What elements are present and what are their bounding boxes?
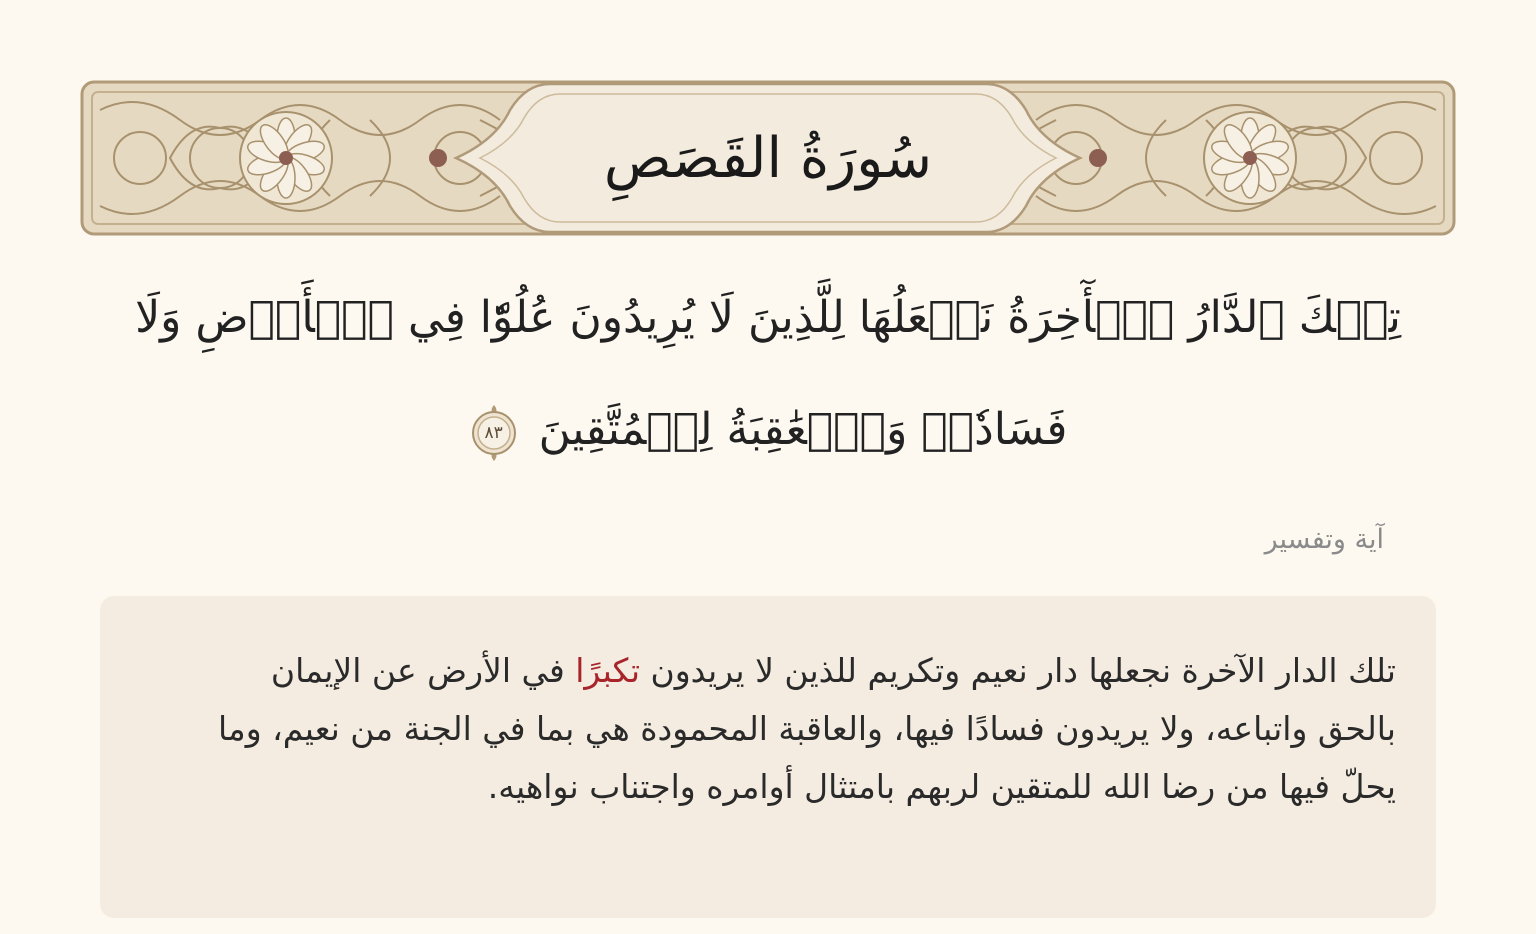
tafsir-highlight-word[interactable]: تكبرًا <box>575 651 641 690</box>
section-label: آية وتفسير <box>1264 524 1384 555</box>
tafsir-text <box>190 642 1396 816</box>
tafsir-text-part2: في الأرض عن الإيمان بالحق واتباعه، ولا يريدون فسادًا فيها، والعاقبة المحمودة هي بما في الجنة من نعيم، وما يحلّ فيها من رضا الله للمتقين لربهم بامتثال أوامره واجتناب نواهيه. <box>217 651 1396 806</box>
tafsir-card <box>100 596 1436 918</box>
left-accent-dot-icon <box>429 149 447 167</box>
ayah-number-badge <box>469 403 519 463</box>
surah-title: سُورَةُ القَصَصِ <box>603 125 933 191</box>
verse-text <box>70 262 1466 486</box>
verse-arabic: تِلۡكَ ٱلدَّارُ ٱلۡأٓخِرَةُ نَجۡعَلُهَا لِلَّذِينَ لَا يُرِيدُونَ عُلُوّٗا فِي ٱلۡأَرۡضِ وَلَا فَسَادٗاۚ وَٱلۡعَٰقِبَةُ لِلۡمُتَّقِينَ <box>135 292 1401 455</box>
tafsir-text-part1: تلك الدار الآخرة نجعلها دار نعيم وتكريم للذين لا يريدون <box>640 651 1396 690</box>
right-accent-dot-icon <box>1089 149 1107 167</box>
right-rosette-icon <box>1204 112 1296 204</box>
ayah-number: ٨٣ <box>484 422 503 443</box>
left-rosette-icon <box>240 112 332 204</box>
